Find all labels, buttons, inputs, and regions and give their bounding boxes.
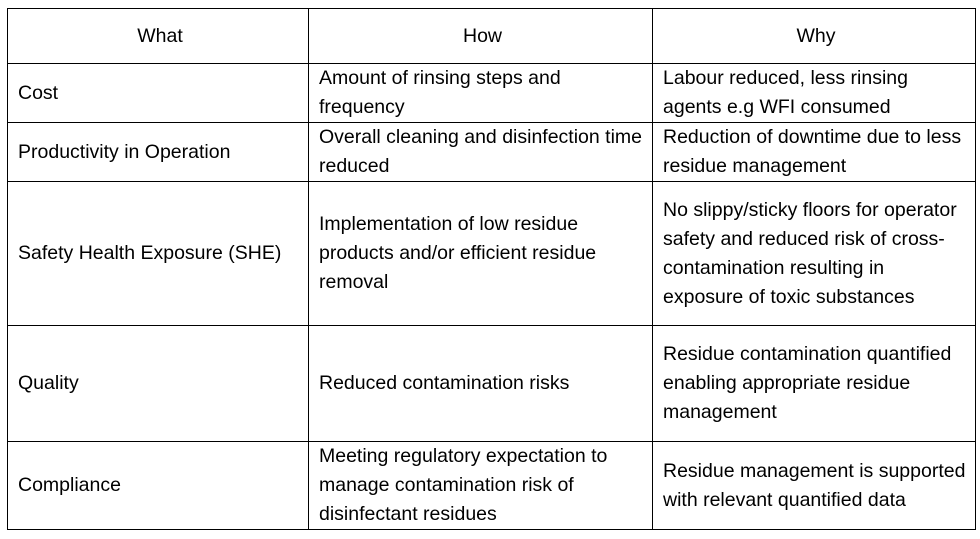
table-row	[8, 182, 976, 326]
cell-how: Implementation of low residue products and/or efficient residue removal	[309, 182, 653, 326]
cell-what: Productivity in Operation	[8, 123, 309, 182]
table-row	[8, 442, 976, 530]
what-how-why-table	[7, 8, 976, 530]
table-header-row	[8, 9, 976, 64]
cell-how: Overall cleaning and disinfection time reduced	[309, 123, 653, 182]
table-row	[8, 326, 976, 442]
cell-why: Residue management is supported with relevant quantified data	[653, 442, 976, 530]
cell-what: Safety Health Exposure (SHE)	[8, 182, 309, 326]
cell-how: Reduced contamination risks	[309, 326, 653, 442]
cell-how: Meeting regulatory expectation to manage contamination risk of disinfectant residues	[309, 442, 653, 530]
table-row	[8, 123, 976, 182]
cell-what: Compliance	[8, 442, 309, 530]
table-row	[8, 64, 976, 123]
cell-why: No slippy/sticky floors for operator safety and reduced risk of cross-contamination resulting in exposure of toxic substances	[653, 182, 976, 326]
cell-why: Residue contamination quantified enabling appropriate residue management	[653, 326, 976, 442]
cell-what: Cost	[8, 64, 309, 123]
header-what: What	[8, 9, 309, 64]
cell-what: Quality	[8, 326, 309, 442]
header-why: Why	[653, 9, 976, 64]
cell-why: Reduction of downtime due to less residue management	[653, 123, 976, 182]
header-how: How	[309, 9, 653, 64]
cell-how: Amount of rinsing steps and frequency	[309, 64, 653, 123]
cell-why: Labour reduced, less rinsing agents e.g WFI consumed	[653, 64, 976, 123]
